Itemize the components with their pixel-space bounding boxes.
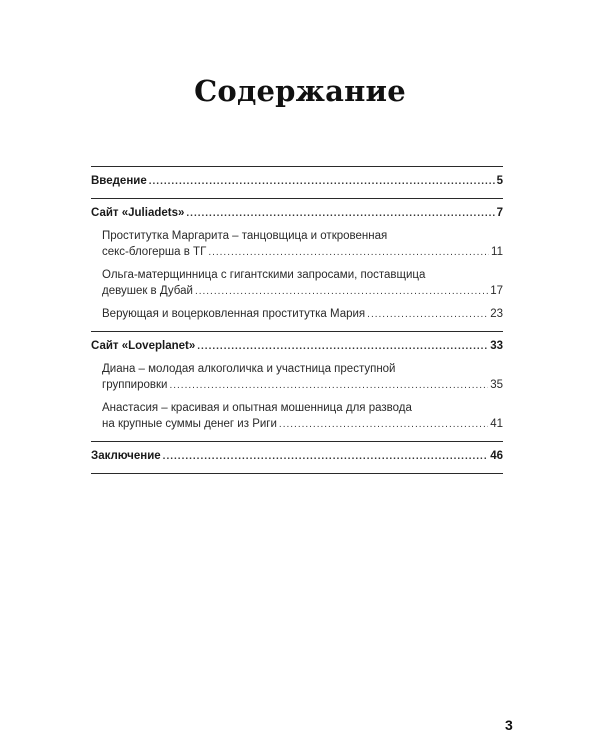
- toc-subentry-diana[interactable]: [91, 361, 503, 394]
- toc-page-number: 33: [490, 340, 503, 352]
- toc-page-number: 17: [490, 285, 503, 297]
- dot-leader: [163, 449, 489, 465]
- toc-entry-label: Заключение: [91, 450, 161, 462]
- toc-subentry-line: Анастасия – красивая и опытная мошенница для развода: [102, 402, 412, 414]
- toc-page-number: 5: [496, 175, 503, 187]
- toc-subentry-text: [102, 306, 503, 323]
- toc-subentry-line: девушек в Дубай: [102, 285, 193, 297]
- toc-entry-loveplanet[interactable]: [91, 338, 503, 355]
- toc-section: [91, 167, 503, 198]
- table-of-contents: [91, 166, 503, 474]
- toc-section: [91, 442, 503, 473]
- dot-leader: [279, 417, 488, 433]
- toc-subentry-olga[interactable]: [91, 267, 503, 300]
- toc-subentry-last-line: [102, 283, 503, 300]
- toc-subentry-text: [102, 361, 503, 394]
- toc-subentry-line: на крупные суммы денег из Риги: [102, 418, 277, 430]
- toc-subentry-maria[interactable]: [91, 306, 503, 323]
- toc-section: [91, 332, 503, 441]
- dot-leader: [186, 206, 494, 222]
- toc-subentry-text: [102, 400, 503, 433]
- toc-subentry-line: группировки: [102, 379, 168, 391]
- toc-page-number: 46: [490, 450, 503, 462]
- dot-leader: [195, 284, 488, 300]
- toc-entry-label: Сайт «Juliadets»: [91, 207, 185, 219]
- toc-subentry-last-line: [102, 244, 503, 261]
- toc-entry-label: Введение: [91, 175, 147, 187]
- toc-subentry-line: Ольга-матерщинница с гигантскими запросами, поставщица: [102, 269, 426, 281]
- toc-page-number: 23: [490, 308, 503, 320]
- dot-leader: [367, 307, 488, 323]
- toc-subentry-line: Верующая и воцерковленная проститутка Мария: [102, 308, 366, 320]
- dot-leader: [208, 245, 489, 261]
- toc-page-number: 7: [496, 207, 503, 219]
- dot-leader: [149, 174, 495, 190]
- dot-leader: [169, 378, 488, 394]
- toc-page-number: 35: [490, 379, 503, 391]
- toc-subentry-text: [102, 228, 503, 261]
- toc-subentry-line: Проститутка Маргарита – танцовщица и откровенная: [102, 230, 388, 242]
- dot-leader: [197, 339, 488, 355]
- toc-subentry-last-line: [102, 416, 503, 433]
- toc-subentry-margarita[interactable]: [91, 228, 503, 261]
- toc-page-number: 41: [490, 418, 503, 430]
- toc-subentry-last-line: [102, 377, 503, 394]
- divider: [91, 473, 503, 474]
- toc-section: [91, 199, 503, 331]
- toc-subentry-text: [102, 267, 503, 300]
- toc-subentry-anastasia[interactable]: [91, 400, 503, 433]
- toc-entry-conclusion[interactable]: [91, 448, 503, 465]
- page-number-folio: 3: [505, 717, 513, 733]
- toc-subentry-line: секс-блогерша в ТГ: [102, 246, 207, 258]
- toc-entry-label: Сайт «Loveplanet»: [91, 340, 196, 352]
- toc-subentry-line: Диана – молодая алкоголичка и участница преступной: [102, 363, 396, 375]
- toc-entry-juliadets[interactable]: [91, 205, 503, 222]
- toc-subentry-last-line: [102, 306, 503, 323]
- toc-page-number: 11: [491, 246, 503, 258]
- toc-entry-introduction[interactable]: [91, 173, 503, 190]
- page-title: Содержание: [194, 74, 406, 108]
